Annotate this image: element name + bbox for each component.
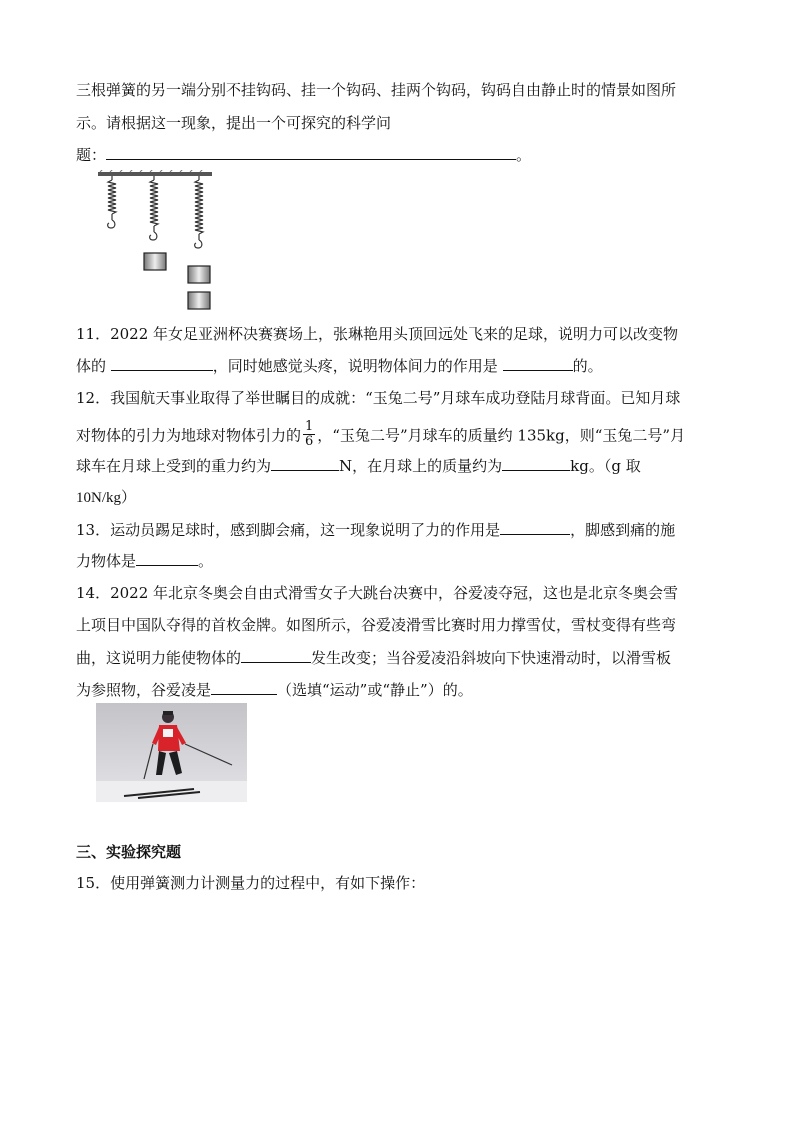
q14-blank-2[interactable]	[211, 680, 277, 695]
q12-blank-gravity[interactable]	[271, 456, 339, 471]
weight-2	[188, 266, 210, 283]
q10-answer-blank[interactable]	[106, 145, 516, 160]
q13-text-b: ，脚感到痛的施	[570, 521, 676, 539]
weight-3	[188, 292, 210, 309]
skier-photo	[96, 703, 247, 802]
q12-line-2	[76, 419, 686, 451]
q12-text-a: 对物体的引力为地球对物体引力的	[76, 426, 302, 445]
q11-line-2	[76, 356, 603, 376]
q11-line-1: 11．2022 年女足亚洲杯决赛赛场上，张琳艳用头顶回远处飞来的足球，说明力可以改变物	[76, 325, 679, 343]
q12-text-e: kg。（g 取	[570, 457, 641, 475]
q11-text-a: 体的	[76, 357, 111, 375]
q13-blank-1[interactable]	[500, 520, 570, 535]
q13-text-d: 。	[198, 552, 214, 570]
section-three-heading: 三、实验探究题	[76, 843, 182, 861]
fraction-one-sixth: $\frac{1}{6}$	[305, 419, 314, 449]
q10-prefix: 题：	[76, 146, 107, 164]
q12-text-d: N，在月球上的质量约为	[339, 457, 503, 475]
q15-line-1: 15．使用弹簧测力计测量力的过程中，有如下操作：	[76, 874, 426, 892]
q13-line-1	[76, 520, 675, 540]
spring-two-weights	[195, 176, 203, 248]
q14-text-c: 为参照物，谷爱凌是	[76, 681, 212, 699]
q11-blank-2[interactable]	[503, 356, 573, 371]
q14-text-a: 曲，这说明力能使物体的	[76, 649, 242, 667]
q13-blank-2[interactable]	[136, 551, 198, 566]
weight-1	[144, 253, 166, 270]
q11-text-b: ，同时她感觉头疼，说明物体间力的作用是	[212, 357, 503, 375]
q11-text-c: 的。	[572, 357, 603, 375]
q10-line-1: 三根弹簧的另一端分别不挂钩码、挂一个钩码、挂两个钩码，钩码自由静止时的情景如图所	[76, 81, 677, 99]
spring-no-weight	[108, 176, 116, 228]
q12-line-1: 12．我国航天事业取得了举世瞩目的成就：“玉兔二号”月球车成功登陆月球背面。已知月球	[76, 389, 681, 407]
q12-line-4: 10N/kg）	[76, 490, 137, 506]
q13-text-a: 13．运动员踢足球时，感到脚会痛，这一现象说明了力的作用是	[76, 521, 501, 539]
q10-suffix: 。	[516, 146, 532, 164]
springs-figure	[96, 170, 216, 315]
q14-line-1: 14．2022 年北京冬奥会自由式滑雪女子大跳台决赛中，谷爱凌夺冠，这也是北京冬奥会雪	[76, 584, 679, 602]
q10-line-2: 示。请根据这一现象，提出一个可探究的科学问	[76, 114, 392, 132]
q12-text-b: ，“玉兔二号”月球车的质量约 135kg，则“玉兔二号”月	[317, 426, 686, 445]
q13-line-2	[76, 551, 213, 571]
q14-line-3	[76, 648, 671, 668]
q12-blank-mass[interactable]	[502, 456, 570, 471]
spring-one-weight	[150, 176, 158, 240]
q12-text-c: 球车在月球上受到的重力约为	[76, 457, 272, 475]
q14-line-2: 上项目中国队夺得的首枚金牌。如图所示，谷爱凌滑雪比赛时用力撑雪仗，雪杖变得有些弯	[76, 616, 677, 634]
q14-line-4	[76, 680, 473, 700]
q13-text-c: 力物体是	[76, 552, 137, 570]
q10-line-3	[76, 145, 531, 165]
q14-text-d: （选填“运动”或“静止”）的。	[277, 681, 473, 699]
ceiling-support	[98, 170, 212, 176]
q12-line-3	[76, 456, 641, 476]
q14-blank-1[interactable]	[241, 648, 311, 663]
q11-blank-1[interactable]	[111, 356, 213, 371]
q14-text-b: 发生改变；当谷爱凌沿斜坡向下快速滑动时，以滑雪板	[311, 649, 672, 667]
